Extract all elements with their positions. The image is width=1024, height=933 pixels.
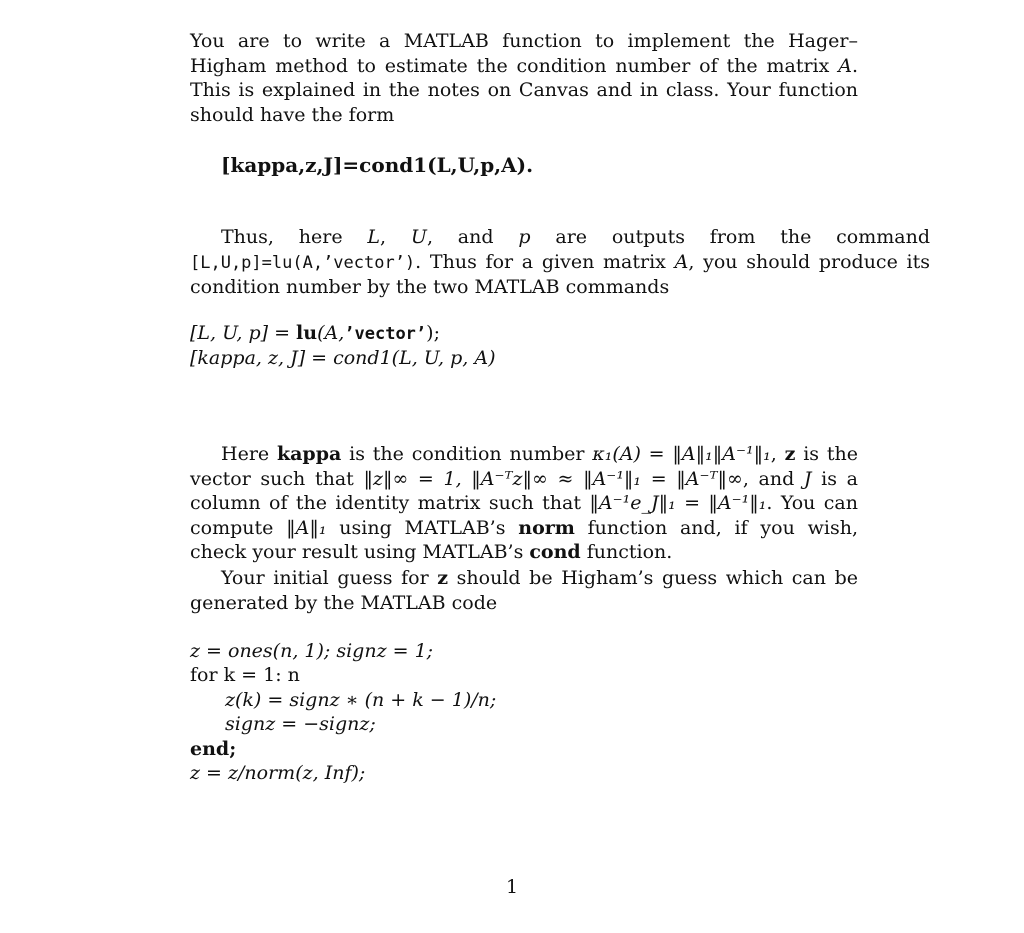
thus-text-4: , you should produce its condition number by the two MATLAB commands	[190, 250, 930, 298]
here-text-10: function.	[580, 541, 673, 563]
here-text-4: is the vector such that	[190, 443, 858, 490]
guess-z: z	[437, 567, 449, 589]
here-text-5: , and	[742, 467, 804, 490]
code-line-6: z = z/norm(z, Inf);	[190, 762, 366, 784]
thus-A: A	[674, 250, 689, 273]
cmd1-end: );	[426, 322, 440, 344]
function-signature: [kappa,z,J]=cond1(L,U,p,A).	[221, 153, 534, 177]
here-kappa: kappa	[276, 443, 342, 465]
command-line-2: [kappa, z, J] = cond1(L, U, p, A)	[190, 347, 496, 369]
intro-matrix: A	[838, 54, 852, 77]
command-line-1	[190, 321, 440, 347]
here-paragraph	[190, 442, 858, 565]
guess-text-1: Your initial guess for	[221, 567, 438, 589]
code-line-1: z = ones(n, 1); signz = 1;	[190, 640, 434, 662]
here-z: z	[784, 443, 796, 465]
guess-text-2: should be Higham’s guess which can be generated by the MATLAB code	[190, 567, 859, 614]
here-text-7: . You can compute	[190, 492, 858, 539]
page-number: 1	[505, 876, 519, 898]
here-text-1: Here	[221, 443, 277, 465]
eJ-condition: ‖A⁻¹e_J‖₁ = ‖A⁻¹‖₁	[589, 492, 767, 514]
z-norm-condition: ‖z‖∞ = 1, ‖A⁻ᵀz‖∞ ≈ ‖A⁻¹‖₁ = ‖A⁻ᵀ‖∞	[363, 467, 743, 490]
code-line-2: for k = 1: n	[190, 664, 300, 686]
here-J: J	[803, 467, 812, 490]
cond-fn: cond	[529, 541, 581, 563]
thus-text-3: . Thus for a given matrix	[415, 250, 675, 273]
thus-U: U	[410, 226, 427, 248]
guess-paragraph	[190, 566, 858, 615]
thus-L: L	[367, 226, 381, 248]
here-text-8: using MATLAB’s	[326, 516, 519, 539]
code-line-3: z(k) = signz ∗ (n + k − 1)/n;	[225, 689, 497, 711]
intro-paragraph	[190, 29, 858, 127]
thus-text-1: Thus, here	[221, 226, 368, 248]
thus-paragraph	[190, 225, 930, 300]
lu-command: [L,U,p]=lu(A,’vector’)	[190, 252, 416, 273]
norm-A: ‖A‖₁	[286, 516, 327, 539]
here-text-2: is the condition number	[341, 443, 593, 465]
kappa-definition: κ₁(A) = ‖A‖₁‖A⁻¹‖₁	[592, 443, 771, 465]
thus-text-2: are outputs from the command	[530, 226, 930, 248]
thus-sep-1: ,	[380, 226, 411, 248]
cmd1-args: (A,	[317, 322, 345, 344]
thus-sep-2: , and	[426, 226, 519, 248]
norm-fn: norm	[518, 516, 575, 539]
intro-text-end: . This is explained in the notes on Canvas and in class. Your function should have the form	[190, 54, 858, 126]
thus-p: p	[518, 226, 531, 248]
code-line-4: signz = −signz;	[225, 713, 376, 735]
cmd1-fn: lu	[296, 322, 318, 344]
here-text-3: ,	[770, 443, 785, 465]
intro-text: You are to write a MATLAB function to implement the Hager–Higham method to estimate the condition number of the matrix	[190, 30, 858, 77]
code-line-5: end;	[190, 738, 237, 760]
cmd1-lhs: [L, U, p] =	[190, 322, 297, 344]
cmd1-vector: ’vector’	[344, 324, 427, 344]
here-text-6: is a column of the identity matrix such that	[190, 467, 858, 514]
here-text-9: function and, if you wish, check your result using MATLAB’s	[190, 516, 858, 563]
